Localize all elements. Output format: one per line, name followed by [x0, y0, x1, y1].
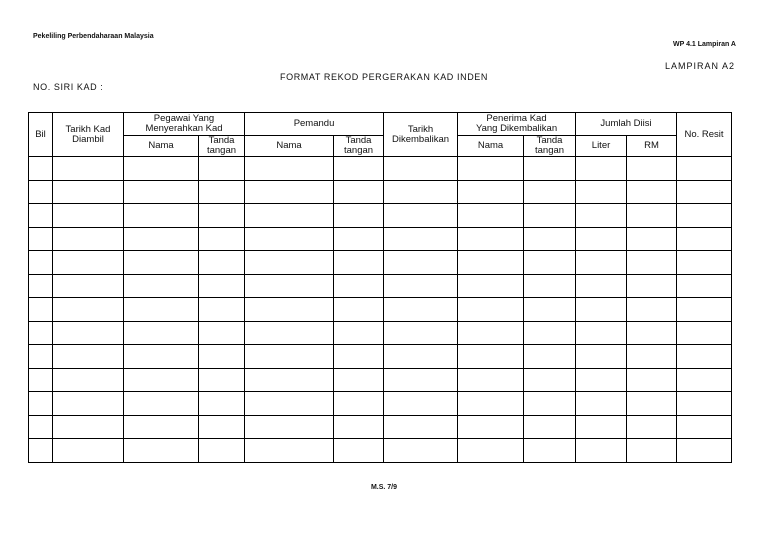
col-header-tarikh-dikembalikan-line2: Dikembalikan [392, 133, 450, 145]
table-cell [458, 251, 524, 275]
table-cell [199, 368, 245, 392]
table-cell [245, 251, 334, 275]
table-cell [334, 157, 384, 181]
col-header-penerima-nama: Nama [458, 136, 524, 157]
table-cell [524, 368, 576, 392]
table-cell [524, 439, 576, 463]
col-header-tarikh-dikembalikan-line1: Tarikh [407, 123, 434, 135]
table-cell [199, 345, 245, 369]
table-cell [245, 180, 334, 204]
col-header-pegawai-nama: Nama [124, 136, 199, 157]
table-cell [458, 415, 524, 439]
table-cell [199, 392, 245, 416]
table-cell [384, 321, 458, 345]
table-cell [677, 321, 732, 345]
col-group-penerima-line1: Penerima Kad [486, 113, 547, 124]
table-cell [53, 415, 124, 439]
table-cell [29, 415, 53, 439]
table-row [29, 298, 732, 322]
table-cell [524, 251, 576, 275]
table-cell [458, 180, 524, 204]
table-cell [334, 274, 384, 298]
table-cell [384, 227, 458, 251]
table-cell [458, 204, 524, 228]
table-cell [29, 345, 53, 369]
table-cell [384, 368, 458, 392]
table-cell [124, 415, 199, 439]
col-header-tarikh-diambil-line2: Diambil [72, 133, 104, 145]
col-group-pemandu: Pemandu [245, 113, 384, 136]
table-cell [384, 415, 458, 439]
table-cell [199, 439, 245, 463]
table-cell [245, 368, 334, 392]
table-cell [384, 274, 458, 298]
table-cell [29, 321, 53, 345]
table-cell [199, 204, 245, 228]
table-cell [334, 227, 384, 251]
table-cell [458, 368, 524, 392]
col-header-no-resit: No. Resit [677, 113, 732, 157]
col-group-pegawai-line1: Pegawai Yang [153, 113, 215, 124]
table-cell [524, 415, 576, 439]
table-cell [245, 415, 334, 439]
table-cell [53, 180, 124, 204]
record-table [28, 112, 732, 463]
table-cell [576, 415, 627, 439]
table-cell [677, 157, 732, 181]
col-group-penerima-line2: Yang Dikembalikan [475, 123, 558, 134]
table-cell [627, 415, 677, 439]
table-body [29, 157, 732, 463]
table-cell [627, 298, 677, 322]
table-cell [576, 321, 627, 345]
table-cell [677, 392, 732, 416]
table-cell [334, 415, 384, 439]
table-cell [199, 251, 245, 275]
table-cell [53, 368, 124, 392]
table-cell [677, 274, 732, 298]
table-cell [576, 345, 627, 369]
table-cell [576, 157, 627, 181]
table-cell [29, 180, 53, 204]
col-header-pegawai-tandatangan [199, 136, 245, 157]
table-cell [124, 274, 199, 298]
table-row [29, 415, 732, 439]
table-cell [245, 274, 334, 298]
table-cell [199, 157, 245, 181]
table-cell [245, 204, 334, 228]
table-cell [458, 298, 524, 322]
table-cell [124, 227, 199, 251]
table-cell [53, 204, 124, 228]
table-cell [124, 251, 199, 275]
table-cell [458, 439, 524, 463]
table-cell [334, 298, 384, 322]
table-cell [29, 251, 53, 275]
table-cell [524, 298, 576, 322]
form-title: FORMAT REKOD PERGERAKAN KAD INDEN [280, 72, 488, 82]
col-group-jumlah-diisi: Jumlah Diisi [576, 113, 677, 136]
table-cell [576, 298, 627, 322]
table-cell [627, 180, 677, 204]
table-row [29, 392, 732, 416]
table-cell [53, 321, 124, 345]
table-cell [245, 321, 334, 345]
table-cell [199, 180, 245, 204]
table-cell [199, 415, 245, 439]
table-cell [124, 321, 199, 345]
table-cell [29, 439, 53, 463]
table-cell [53, 157, 124, 181]
table-row [29, 345, 732, 369]
table-cell [245, 439, 334, 463]
table-cell [124, 157, 199, 181]
table-cell [199, 298, 245, 322]
table-cell [53, 251, 124, 275]
table-cell [524, 157, 576, 181]
table-cell [524, 274, 576, 298]
table-cell [677, 415, 732, 439]
table-cell [627, 274, 677, 298]
siri-kad-label: NO. SIRI KAD : [33, 82, 104, 92]
col-group-pegawai [124, 113, 245, 136]
table-cell [334, 180, 384, 204]
table-cell [29, 157, 53, 181]
table-cell [627, 204, 677, 228]
table-row [29, 274, 732, 298]
col-group-penerima [458, 113, 576, 136]
table-cell [334, 392, 384, 416]
table-cell [627, 227, 677, 251]
table-cell [576, 439, 627, 463]
col-header-bil: Bil [29, 113, 53, 157]
table-cell [458, 274, 524, 298]
tandatangan-line1: Tanda [536, 135, 563, 146]
table-row [29, 321, 732, 345]
table-cell [384, 204, 458, 228]
table-cell [29, 298, 53, 322]
table-cell [458, 227, 524, 251]
table-cell [384, 251, 458, 275]
table-cell [334, 251, 384, 275]
table-cell [627, 368, 677, 392]
table-cell [124, 439, 199, 463]
table-cell [124, 345, 199, 369]
table-cell [245, 392, 334, 416]
table-cell [627, 157, 677, 181]
table-cell [334, 204, 384, 228]
table-row [29, 157, 732, 181]
tandatangan-line2: tangan [535, 145, 565, 156]
table-cell [677, 298, 732, 322]
col-header-tarikh-diambil [53, 113, 124, 157]
table-cell [124, 368, 199, 392]
table-cell [245, 227, 334, 251]
table-cell [53, 227, 124, 251]
tandatangan-line2: tangan [206, 145, 237, 156]
table-row [29, 251, 732, 275]
page-number: M.S. 7/9 [370, 484, 398, 491]
table-cell [384, 157, 458, 181]
table-cell [524, 321, 576, 345]
table-cell [199, 274, 245, 298]
table-cell [334, 439, 384, 463]
col-header-liter: Liter [576, 136, 627, 157]
table-cell [29, 274, 53, 298]
table-cell [677, 345, 732, 369]
col-group-pegawai-line2: Menyerahkan Kad [145, 123, 223, 134]
col-header-pemandu-tandatangan [334, 136, 384, 157]
table-cell [524, 227, 576, 251]
table-cell [29, 368, 53, 392]
table-cell [124, 204, 199, 228]
table-cell [384, 180, 458, 204]
table-cell [124, 392, 199, 416]
table-cell [245, 298, 334, 322]
table-cell [53, 439, 124, 463]
table-cell [677, 204, 732, 228]
table-cell [576, 368, 627, 392]
table-cell [627, 392, 677, 416]
table-row [29, 204, 732, 228]
table-cell [334, 345, 384, 369]
table-cell [458, 345, 524, 369]
table-cell [124, 298, 199, 322]
table-cell [576, 392, 627, 416]
document-header-left: Pekeliling Perbendaharaan Malaysia [33, 33, 154, 40]
table-cell [677, 227, 732, 251]
table-cell [627, 321, 677, 345]
table-cell [334, 321, 384, 345]
table-cell [29, 227, 53, 251]
table-cell [458, 157, 524, 181]
tandatangan-line2: tangan [343, 145, 374, 156]
document-reference: WP 4.1 Lampiran A [672, 41, 736, 48]
table-cell [245, 345, 334, 369]
lampiran-label: LAMPIRAN A2 [664, 61, 735, 71]
table-cell [627, 251, 677, 275]
table-cell [458, 392, 524, 416]
table-row [29, 180, 732, 204]
table-cell [576, 251, 627, 275]
table-cell [124, 180, 199, 204]
table-cell [677, 439, 732, 463]
table-cell [677, 251, 732, 275]
table-cell [245, 157, 334, 181]
table-cell [384, 345, 458, 369]
table-cell [524, 180, 576, 204]
table-cell [677, 368, 732, 392]
table-cell [334, 368, 384, 392]
table-cell [677, 180, 732, 204]
table-row [29, 368, 732, 392]
table-cell [627, 439, 677, 463]
col-header-pemandu-nama: Nama [245, 136, 334, 157]
table-cell [627, 345, 677, 369]
table-row [29, 439, 732, 463]
tandatangan-line1: Tanda [345, 135, 372, 146]
table-cell [576, 274, 627, 298]
table-cell [53, 274, 124, 298]
col-header-penerima-tandatangan [524, 136, 576, 157]
table-cell [524, 392, 576, 416]
col-header-tarikh-diambil-line1: Tarikh Kad [65, 123, 111, 135]
table-cell [524, 345, 576, 369]
table-cell [29, 204, 53, 228]
table-cell [199, 321, 245, 345]
table-cell [53, 345, 124, 369]
tandatangan-line1: Tanda [208, 135, 235, 146]
table-cell [29, 392, 53, 416]
table-cell [384, 392, 458, 416]
table-cell [384, 298, 458, 322]
table-cell [53, 392, 124, 416]
table-cell [458, 321, 524, 345]
table-cell [576, 204, 627, 228]
table-cell [199, 227, 245, 251]
table-cell [384, 439, 458, 463]
table-cell [576, 180, 627, 204]
table-cell [576, 227, 627, 251]
table-cell [53, 298, 124, 322]
table-cell [524, 204, 576, 228]
table-row [29, 227, 732, 251]
col-header-tarikh-dikembalikan [384, 113, 458, 157]
col-header-rm: RM [627, 136, 677, 157]
